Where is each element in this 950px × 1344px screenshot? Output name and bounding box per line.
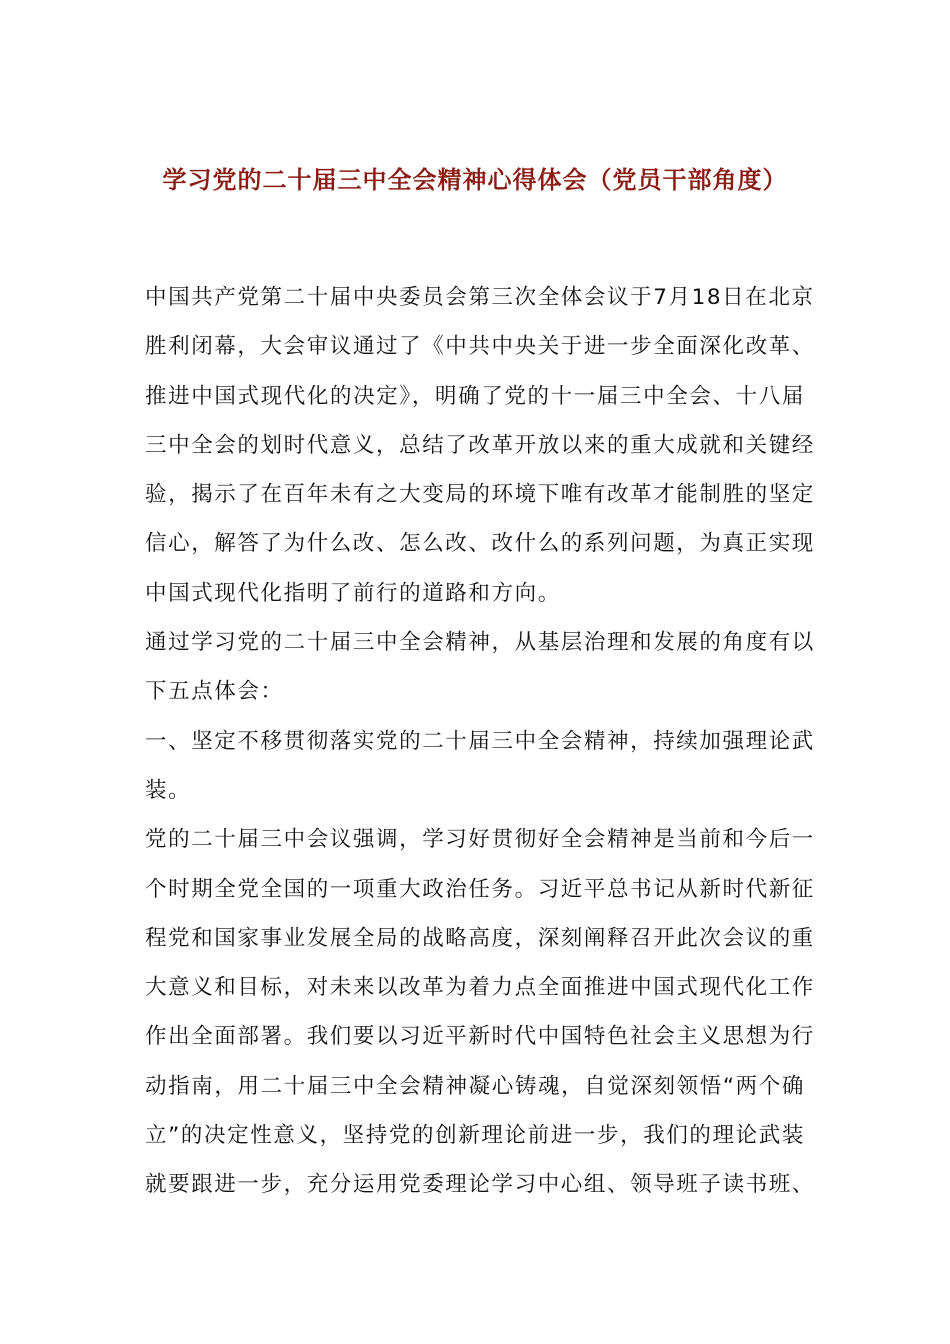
body-text-line: 程党和国家事业发展全局的战略高度，深刻阐释召开此次会议的重 xyxy=(145,925,815,951)
document-title: 学习党的二十届三中全会精神心得体会（党员干部角度） xyxy=(162,166,788,194)
body-text-line: 三中全会的划时代意义，总结了改革开放以来的重大成就和关键经 xyxy=(145,432,815,458)
body-text-line: 信心，解答了为什么改、怎么改、改什么的系列问题，为真正实现 xyxy=(145,531,815,557)
body-text-line: 个时期全党全国的一项重大政治任务。习近平总书记从新时代新征 xyxy=(145,876,815,902)
body-text-line: 推进中国式现代化的决定》，明确了党的十一届三中全会、十八届 xyxy=(145,383,805,409)
body-text-line: 验，揭示了在百年未有之大变局的环境下唯有改革才能制胜的坚定 xyxy=(145,482,815,508)
document-body xyxy=(145,273,815,1210)
body-text-line: 装。 xyxy=(145,777,192,803)
body-text-line: 胜利闭幕，大会审议通过了《中共中央关于进一步全面深化改革、 xyxy=(145,334,815,360)
body-text-line: 中国式现代化指明了前行的道路和方向。 xyxy=(145,580,561,606)
body-text-line: 作出全面部署。我们要以习近平新时代中国特色社会主义思想为行 xyxy=(145,1024,815,1050)
body-text-line: 立”的决定性意义，坚持党的创新理论前进一步，我们的理论武装 xyxy=(145,1123,805,1149)
body-text-line: 动指南，用二十届三中全会精神凝心铸魂，自觉深刻领悟“两个确 xyxy=(145,1073,805,1099)
body-text-line: 就要跟进一步，充分运用党委理论学习中心组、领导班子读书班、 xyxy=(145,1172,815,1198)
body-text-line: 下五点体会： xyxy=(145,679,284,705)
body-text-line: 中国共产党第二十届中央委员会第三次全体会议于7月18日在北京 xyxy=(145,285,815,310)
body-text-line: 大意义和目标，对未来以改革为着力点全面推进中国式现代化工作 xyxy=(145,975,815,1001)
body-text-line: 党的二十届三中会议强调，学习好贯彻好全会精神是当前和今后一 xyxy=(145,827,815,853)
body-text-line: 通过学习党的二十届三中全会精神，从基层治理和发展的角度有以 xyxy=(145,630,815,656)
body-text-line: 一、坚定不移贯彻落实党的二十届三中全会精神，持续加强理论武 xyxy=(145,728,815,754)
